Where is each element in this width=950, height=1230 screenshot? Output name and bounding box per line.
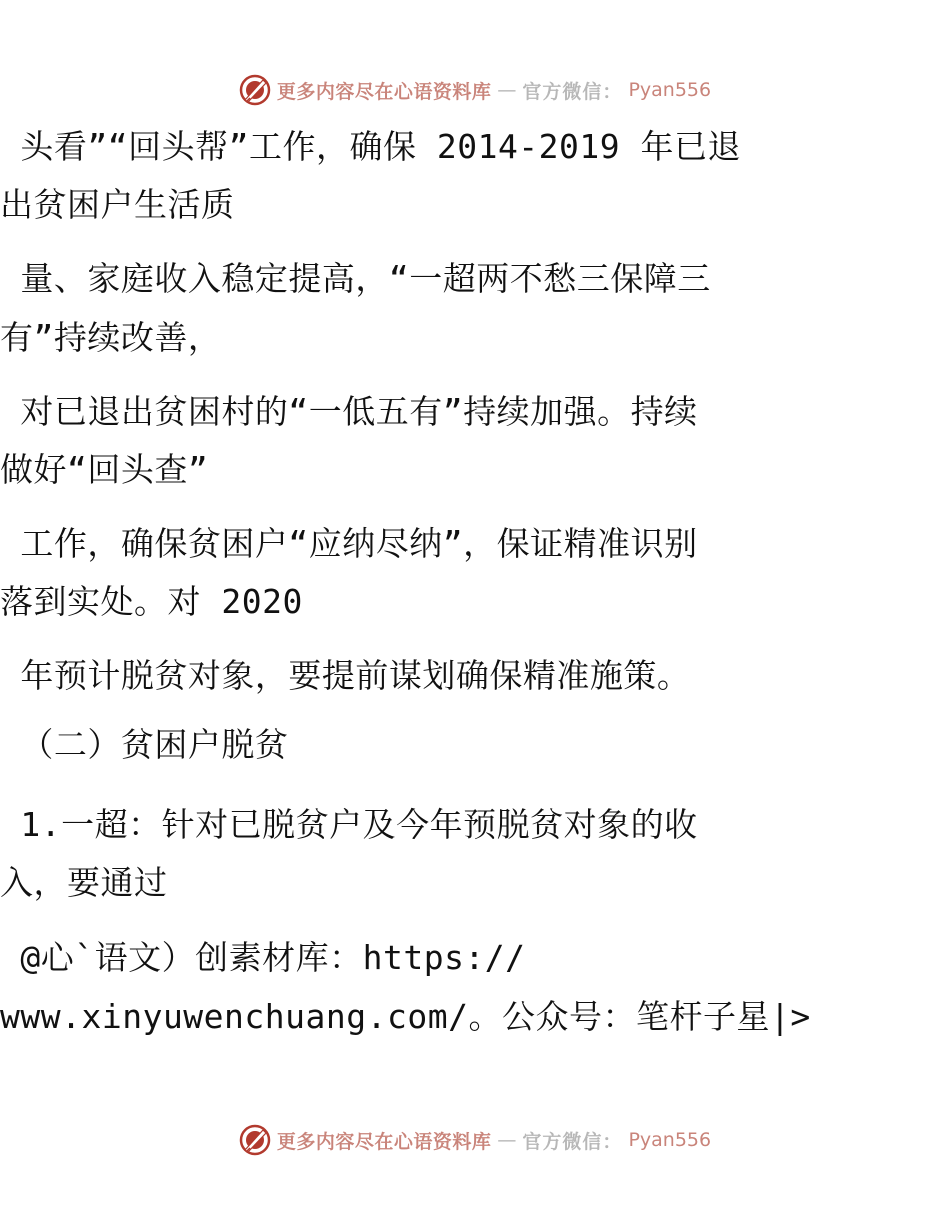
watermark-dash: — <box>497 79 517 101</box>
body-line: www.xinyuwenchuang.com/。公众号：笔杆子星|> <box>0 997 811 1036</box>
body-line: 做好“回头查” <box>0 450 209 489</box>
watermark-wechat-id: Pyan556 <box>628 1129 712 1151</box>
watermark-brand-text: 更多内容尽在心语资料库 <box>276 80 492 103</box>
watermark-dash: — <box>497 1129 517 1151</box>
quill-seal-icon <box>239 74 271 106</box>
watermark-brand-text: 更多内容尽在心语资料库 <box>276 1130 492 1153</box>
body-line: 落到实处。对 2020 <box>0 582 303 621</box>
body-line: 年预计脱贫对象，要提前谋划确保精准施策。 <box>0 656 691 695</box>
body-line: 头看”“回头帮”工作，确保 2014-2019 年已退 <box>0 127 742 166</box>
footer-watermark <box>0 1120 950 1160</box>
body-line: 出贫困户生活质 <box>0 185 235 224</box>
body-line: 有”持续改善， <box>0 318 222 357</box>
body-line: 对已退出贫困村的“一低五有”持续加强。持续 <box>0 392 698 431</box>
body-line: 量、家庭收入稳定提高，“一超两不愁三保障三 <box>0 259 711 298</box>
watermark-wechat-label: 官方微信： <box>522 1130 623 1153</box>
body-line: 1.一超：针对已脱贫户及今年预脱贫对象的收 <box>0 805 698 844</box>
body-line: 入，要通过 <box>0 863 168 902</box>
watermark-wechat-label: 官方微信： <box>522 80 623 103</box>
body-line: @心`语文）创素材库：https:// <box>0 938 526 977</box>
header-watermark <box>0 70 950 110</box>
body-line: 工作，确保贫困户“应纳尽纳”，保证精准识别 <box>0 524 698 563</box>
watermark-wechat-id: Pyan556 <box>628 79 712 101</box>
quill-seal-icon <box>239 1124 271 1156</box>
section-heading: （二）贫困户脱贫 <box>0 725 289 764</box>
